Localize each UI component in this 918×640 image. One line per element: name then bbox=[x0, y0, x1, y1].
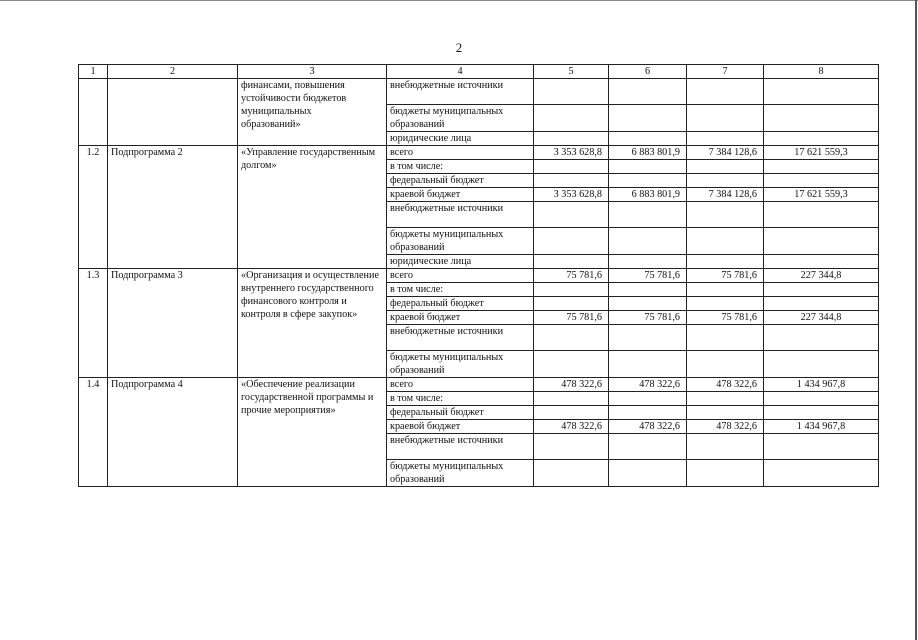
budget-table bbox=[78, 64, 879, 487]
value-cell-col5 bbox=[534, 160, 609, 174]
value-cell-col8 bbox=[764, 132, 879, 146]
value-cell-col7: 478 322,6 bbox=[687, 420, 764, 434]
value-cell-col6 bbox=[609, 406, 687, 420]
value-cell-col8 bbox=[764, 351, 879, 378]
value-cell-col6 bbox=[609, 325, 687, 351]
value-cell-col5 bbox=[534, 434, 609, 460]
value-cell-col5: 3 353 628,8 bbox=[534, 188, 609, 202]
value-cell-col8 bbox=[764, 325, 879, 351]
column-header: 2 bbox=[108, 65, 238, 79]
value-cell-col6 bbox=[609, 79, 687, 105]
value-cell-col5 bbox=[534, 255, 609, 269]
value-cell-col8: 1 434 967,8 bbox=[764, 420, 879, 434]
value-cell-col8 bbox=[764, 79, 879, 105]
value-cell-col6 bbox=[609, 255, 687, 269]
value-cell-col6: 6 883 801,9 bbox=[609, 188, 687, 202]
value-cell-col8 bbox=[764, 255, 879, 269]
value-cell-col8 bbox=[764, 297, 879, 311]
value-cell-col7 bbox=[687, 79, 764, 105]
source-cell: всего bbox=[387, 378, 534, 392]
source-cell: бюджеты муниципальных образований bbox=[387, 228, 534, 255]
value-cell-col8: 227 344,8 bbox=[764, 311, 879, 325]
value-cell-col7 bbox=[687, 132, 764, 146]
value-cell-col7 bbox=[687, 160, 764, 174]
value-cell-col7: 75 781,6 bbox=[687, 269, 764, 283]
source-cell: федеральный бюджет bbox=[387, 297, 534, 311]
subprogram-label-cell: Подпрограмма 4 bbox=[108, 378, 238, 487]
source-cell: внебюджетные источники bbox=[387, 79, 534, 105]
row-number-cell: 1.3 bbox=[79, 269, 108, 378]
value-cell-col5: 75 781,6 bbox=[534, 311, 609, 325]
column-header: 8 bbox=[764, 65, 879, 79]
subprogram-name-cell: «Управление государственным долгом» bbox=[238, 146, 387, 269]
value-cell-col6 bbox=[609, 351, 687, 378]
value-cell-col5 bbox=[534, 392, 609, 406]
value-cell-col5 bbox=[534, 174, 609, 188]
value-cell-col8: 227 344,8 bbox=[764, 269, 879, 283]
value-cell-col7 bbox=[687, 228, 764, 255]
value-cell-col6 bbox=[609, 132, 687, 146]
value-cell-col5 bbox=[534, 351, 609, 378]
value-cell-col8 bbox=[764, 283, 879, 297]
row-number-cell: 1.2 bbox=[79, 146, 108, 269]
page-number: 2 bbox=[455, 40, 463, 55]
value-cell-col7 bbox=[687, 434, 764, 460]
subprogram-label-cell: Подпрограмма 3 bbox=[108, 269, 238, 378]
source-cell: юридические лица bbox=[387, 132, 534, 146]
column-header: 6 bbox=[609, 65, 687, 79]
value-cell-col8 bbox=[764, 228, 879, 255]
value-cell-col7 bbox=[687, 297, 764, 311]
value-cell-col5 bbox=[534, 297, 609, 311]
source-cell: федеральный бюджет bbox=[387, 406, 534, 420]
source-cell: юридические лица bbox=[387, 255, 534, 269]
value-cell-col6: 478 322,6 bbox=[609, 420, 687, 434]
value-cell-col7 bbox=[687, 460, 764, 487]
subprogram-name-cell: «Обеспечение реализации государственной программы и прочие мероприятия» bbox=[238, 378, 387, 487]
value-cell-col5: 3 353 628,8 bbox=[534, 146, 609, 160]
value-cell-col7: 75 781,6 bbox=[687, 311, 764, 325]
column-header: 1 bbox=[79, 65, 108, 79]
value-cell-col8 bbox=[764, 160, 879, 174]
value-cell-col6: 6 883 801,9 bbox=[609, 146, 687, 160]
value-cell-col8 bbox=[764, 406, 879, 420]
row-number-cell bbox=[79, 79, 108, 146]
value-cell-col7 bbox=[687, 202, 764, 228]
value-cell-col8: 17 621 559,3 bbox=[764, 146, 879, 160]
value-cell-col6 bbox=[609, 160, 687, 174]
value-cell-col5 bbox=[534, 283, 609, 297]
source-cell: в том числе: bbox=[387, 160, 534, 174]
value-cell-col5 bbox=[534, 202, 609, 228]
value-cell-col5 bbox=[534, 79, 609, 105]
source-cell: краевой бюджет bbox=[387, 420, 534, 434]
value-cell-col5 bbox=[534, 460, 609, 487]
subprogram-label-cell: Подпрограмма 2 bbox=[108, 146, 238, 269]
value-cell-col6 bbox=[609, 174, 687, 188]
source-cell: федеральный бюджет bbox=[387, 174, 534, 188]
table-row bbox=[79, 269, 879, 283]
value-cell-col8 bbox=[764, 174, 879, 188]
value-cell-col7 bbox=[687, 325, 764, 351]
source-cell: всего bbox=[387, 269, 534, 283]
column-header: 4 bbox=[387, 65, 534, 79]
value-cell-col7 bbox=[687, 406, 764, 420]
value-cell-col5: 478 322,6 bbox=[534, 420, 609, 434]
value-cell-col7 bbox=[687, 283, 764, 297]
table-row bbox=[79, 378, 879, 392]
source-cell: бюджеты муниципальных образований bbox=[387, 460, 534, 487]
name-line: образований» bbox=[241, 119, 301, 130]
source-cell: бюджеты муниципальных образований bbox=[387, 105, 534, 132]
source-cell: внебюджетные источники bbox=[387, 325, 534, 351]
source-cell: внебюджетные источники bbox=[387, 202, 534, 228]
name-line: финансами, повышения bbox=[241, 80, 345, 91]
value-cell-col8: 17 621 559,3 bbox=[764, 188, 879, 202]
value-cell-col8 bbox=[764, 392, 879, 406]
value-cell-col7: 478 322,6 bbox=[687, 378, 764, 392]
column-header: 7 bbox=[687, 65, 764, 79]
value-cell-col6 bbox=[609, 297, 687, 311]
table-body bbox=[79, 65, 879, 487]
value-cell-col7: 7 384 128,6 bbox=[687, 146, 764, 160]
value-cell-col5 bbox=[534, 406, 609, 420]
source-cell: в том числе: bbox=[387, 392, 534, 406]
source-cell: в том числе: bbox=[387, 283, 534, 297]
value-cell-col8 bbox=[764, 202, 879, 228]
value-cell-col5 bbox=[534, 105, 609, 132]
value-cell-col6 bbox=[609, 434, 687, 460]
value-cell-col6: 75 781,6 bbox=[609, 311, 687, 325]
value-cell-col8 bbox=[764, 105, 879, 132]
value-cell-col5 bbox=[534, 325, 609, 351]
value-cell-col5: 478 322,6 bbox=[534, 378, 609, 392]
value-cell-col6: 478 322,6 bbox=[609, 378, 687, 392]
table-row bbox=[79, 79, 879, 105]
value-cell-col7 bbox=[687, 105, 764, 132]
source-cell: краевой бюджет bbox=[387, 188, 534, 202]
value-cell-col6 bbox=[609, 202, 687, 228]
value-cell-col6 bbox=[609, 105, 687, 132]
value-cell-col5 bbox=[534, 228, 609, 255]
row-number-cell: 1.4 bbox=[79, 378, 108, 487]
subprogram-name-cell: «Организация и осуществление внутреннего государственного финансового контроля и контроля в сфере закупок» bbox=[238, 269, 387, 378]
scan-right-edge bbox=[915, 0, 917, 640]
column-header: 5 bbox=[534, 65, 609, 79]
value-cell-col7 bbox=[687, 174, 764, 188]
name-line: муниципальных bbox=[241, 106, 312, 117]
column-header: 3 bbox=[238, 65, 387, 79]
subprogram-name-cell bbox=[238, 79, 387, 146]
source-cell: всего bbox=[387, 146, 534, 160]
value-cell-col8: 1 434 967,8 bbox=[764, 378, 879, 392]
source-cell: краевой бюджет bbox=[387, 311, 534, 325]
source-cell: внебюджетные источники bbox=[387, 434, 534, 460]
value-cell-col7 bbox=[687, 255, 764, 269]
value-cell-col6 bbox=[609, 228, 687, 255]
value-cell-col6: 75 781,6 bbox=[609, 269, 687, 283]
value-cell-col7 bbox=[687, 351, 764, 378]
value-cell-col5 bbox=[534, 132, 609, 146]
value-cell-col6 bbox=[609, 392, 687, 406]
name-line: устойчивости бюджетов bbox=[241, 93, 347, 104]
table-row bbox=[79, 146, 879, 160]
source-cell: бюджеты муниципальных образований bbox=[387, 351, 534, 378]
value-cell-col8 bbox=[764, 460, 879, 487]
value-cell-col6 bbox=[609, 460, 687, 487]
scan-top-edge bbox=[0, 0, 918, 1]
row-label-cell bbox=[108, 79, 238, 146]
value-cell-col5: 75 781,6 bbox=[534, 269, 609, 283]
value-cell-col6 bbox=[609, 283, 687, 297]
value-cell-col8 bbox=[764, 434, 879, 460]
value-cell-col7: 7 384 128,6 bbox=[687, 188, 764, 202]
value-cell-col7 bbox=[687, 392, 764, 406]
column-number-row bbox=[79, 65, 879, 79]
